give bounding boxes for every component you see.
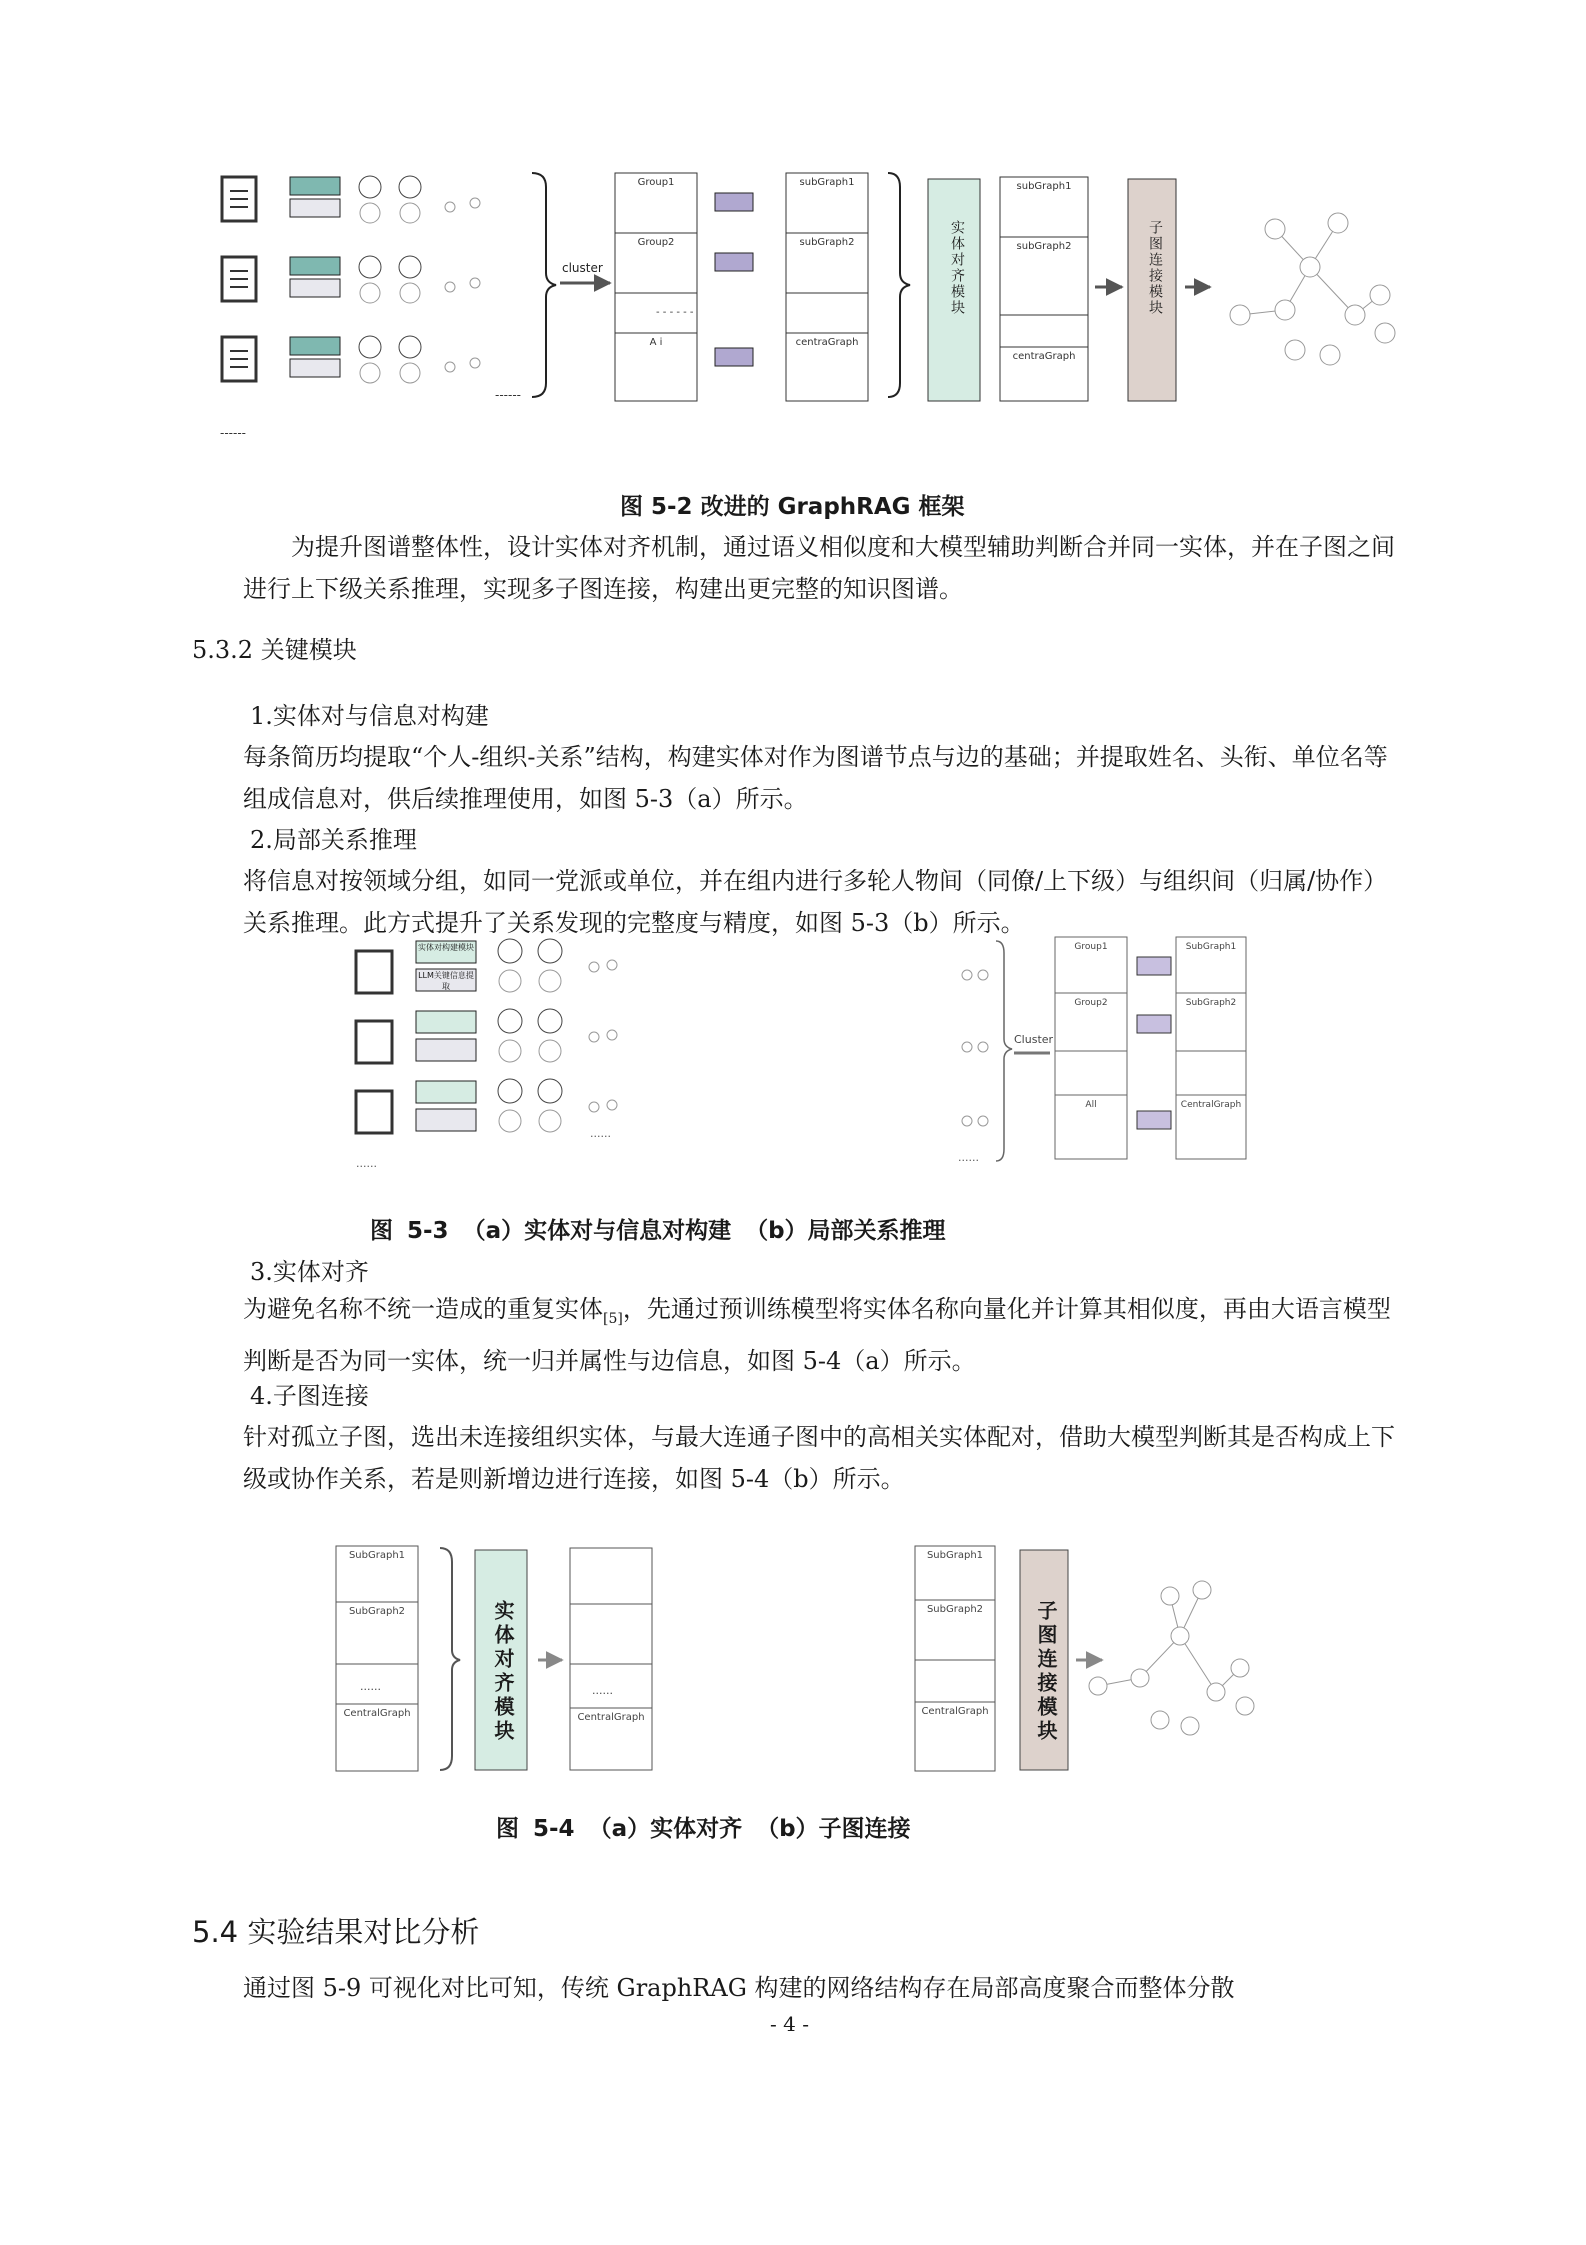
fig53b-bottom-dashes: ...... xyxy=(958,1151,979,1164)
figure-5-2-diagram xyxy=(210,165,1410,445)
fig54a-dashes: ...... xyxy=(360,1680,381,1693)
figure-5-2-caption: 图 5-2 改进的 GraphRAG 框架 xyxy=(620,494,965,520)
item-3-text xyxy=(243,1288,1408,1382)
fig52-subgraph-2: subGraph2 xyxy=(799,237,855,248)
figure-5-3-diagram xyxy=(350,935,1250,1175)
fig52-col2-subgraph-3: centraGraph xyxy=(1012,351,1076,362)
item-1-text xyxy=(243,736,1408,820)
fig53b-group-3: All xyxy=(1085,1100,1097,1110)
fig54b-subgraph-1: SubGraph1 xyxy=(926,1550,984,1561)
fig54b-connect-module-label: 子图连接模块 xyxy=(1034,1600,1058,1744)
doc-row-2 xyxy=(222,256,480,303)
fig54a-out-subgraph-3: CentralGraph xyxy=(577,1712,645,1723)
fig53a-row-1 xyxy=(356,939,617,993)
fig53a-box-bottom-label: LLM关键信息提取 xyxy=(418,971,474,991)
fig54b-subgraph-3: CentralGraph xyxy=(921,1706,989,1717)
item-4-heading: 4.子图连接 xyxy=(250,1382,369,1410)
intro-paragraph-text: 为提升图谱整体性，设计实体对齐机制，通过语义相似度和大模型辅助判断合并同一实体，并在子图之间进行上下级关系推理，实现多子图连接，构建出更完整的知识图谱。 xyxy=(243,533,1395,603)
item-3-citation: [5] xyxy=(603,1310,623,1327)
fig53b-cluster-label: Cluster xyxy=(1014,1033,1054,1046)
figure-5-2 xyxy=(210,165,1410,445)
fig52-align-module-label: 实体对齐模块 xyxy=(949,220,965,316)
fig52-dash-a: - - - - - - xyxy=(656,307,694,318)
section-5-4-body: 通过图 5-9 可视化对比可知，传统 GraphRAG 构建的网络结构存在局部高度聚合而整体分散 xyxy=(243,1974,1235,2002)
fig54a-subgraph-2: SubGraph2 xyxy=(348,1606,406,1617)
doc-row-1 xyxy=(222,176,480,223)
item-3-body-a: 为避免名称不统一造成的重复实体 xyxy=(243,1295,603,1323)
item-1-heading: 1.实体对与信息对构建 xyxy=(250,702,489,730)
fig52-col2-subgraph-1: subGraph1 xyxy=(1016,181,1072,192)
fig53a-dashes: ...... xyxy=(590,1127,611,1140)
fig52-mid-dashes: ------ xyxy=(495,388,521,402)
fig53b-group-1: Group1 xyxy=(1074,942,1108,952)
item-1-body: 每条简历均提取“个人-组织-关系”结构，构建实体对作为图谱节点与边的基础；并提取姓名、头衔、单位名等组成信息对，供后续推理使用，如图 5-3（a）所示。 xyxy=(243,743,1388,813)
fig53b-subgraph-2: SubGraph2 xyxy=(1185,998,1237,1008)
fig53a-row-2 xyxy=(356,1009,617,1063)
fig54b-subgraph-2: SubGraph2 xyxy=(926,1604,984,1615)
figure-5-4-caption: 图 5-4 （a）实体对齐 （b）子图连接 xyxy=(496,1816,911,1842)
fig52-group-1: Group1 xyxy=(637,177,675,188)
fig52-connect-module-label: 子图连接模块 xyxy=(1147,220,1163,316)
fig53a-row-3 xyxy=(356,1079,617,1133)
fig54a-align-module-label: 实体对齐模块 xyxy=(491,1600,515,1744)
figure-5-4-diagram xyxy=(330,1540,1280,1780)
section-5-4-text xyxy=(243,1967,1408,2009)
figure-5-3-caption: 图 5-3 （a）实体对与信息对构建 （b）局部关系推理 xyxy=(370,1218,946,1244)
item-2-body: 将信息对按领域分组，如同一党派或单位，并在组内进行多轮人物间（同僚/上下级）与组织间（归属/协作）关系推理。此方式提升了关系发现的完整度与精度，如图 5-3（b）所示。 xyxy=(243,867,1388,937)
item-2-heading: 2.局部关系推理 xyxy=(250,826,417,854)
figure-5-4 xyxy=(330,1540,1280,1780)
fig54a-out-dashes: ...... xyxy=(592,1684,613,1697)
fig53b-group-2: Group2 xyxy=(1074,998,1108,1008)
item-3-heading: 3.实体对齐 xyxy=(250,1258,369,1286)
fig52-cluster-label: cluster xyxy=(562,261,603,275)
page-number: - 4 - xyxy=(770,2012,809,2036)
fig54a-subgraph-3: CentralGraph xyxy=(343,1708,411,1719)
section-5-3-2-title: 5.3.2 关键模块 xyxy=(192,636,357,664)
fig52-bottom-dashes: ------ xyxy=(220,426,246,440)
fig53a-bottom-dashes: ...... xyxy=(356,1157,377,1170)
fig52-col2-subgraph-2: subGraph2 xyxy=(1016,241,1072,252)
fig53a-box-top-label: 实体对构建模块 xyxy=(418,943,474,952)
item-4-text xyxy=(243,1416,1408,1500)
doc-row-3 xyxy=(222,336,480,383)
fig52-subgraph-1: subGraph1 xyxy=(799,177,855,188)
item-2-text xyxy=(243,860,1408,944)
intro-paragraph xyxy=(243,526,1408,610)
figure-5-3 xyxy=(350,935,1250,1175)
item-4-body: 针对孤立子图，选出未连接组织实体，与最大连通子图中的高相关实体配对，借助大模型判断其是否构成上下级或协作关系，若是则新增边进行连接，如图 5-4（b）所示。 xyxy=(243,1423,1395,1493)
item-3-body-b: ，先通过预训练模型将实体名称向量化并计算其相似度，再由大语言模型判断是否为同一实体，统一归并属性与边信息，如图 5-4（a）所示。 xyxy=(243,1295,1391,1375)
fig54a-subgraph-1: SubGraph1 xyxy=(348,1550,406,1561)
fig52-subgraph-3: centraGraph xyxy=(795,337,859,348)
fig52-group-2: Group2 xyxy=(637,237,675,248)
section-5-4-title: 5.4 实验结果对比分析 xyxy=(192,1915,480,1949)
fig52-group-3: A i xyxy=(649,337,663,348)
fig53b-subgraph-3: CentralGraph xyxy=(1180,1100,1242,1110)
fig53b-subgraph-1: SubGraph1 xyxy=(1185,942,1237,952)
